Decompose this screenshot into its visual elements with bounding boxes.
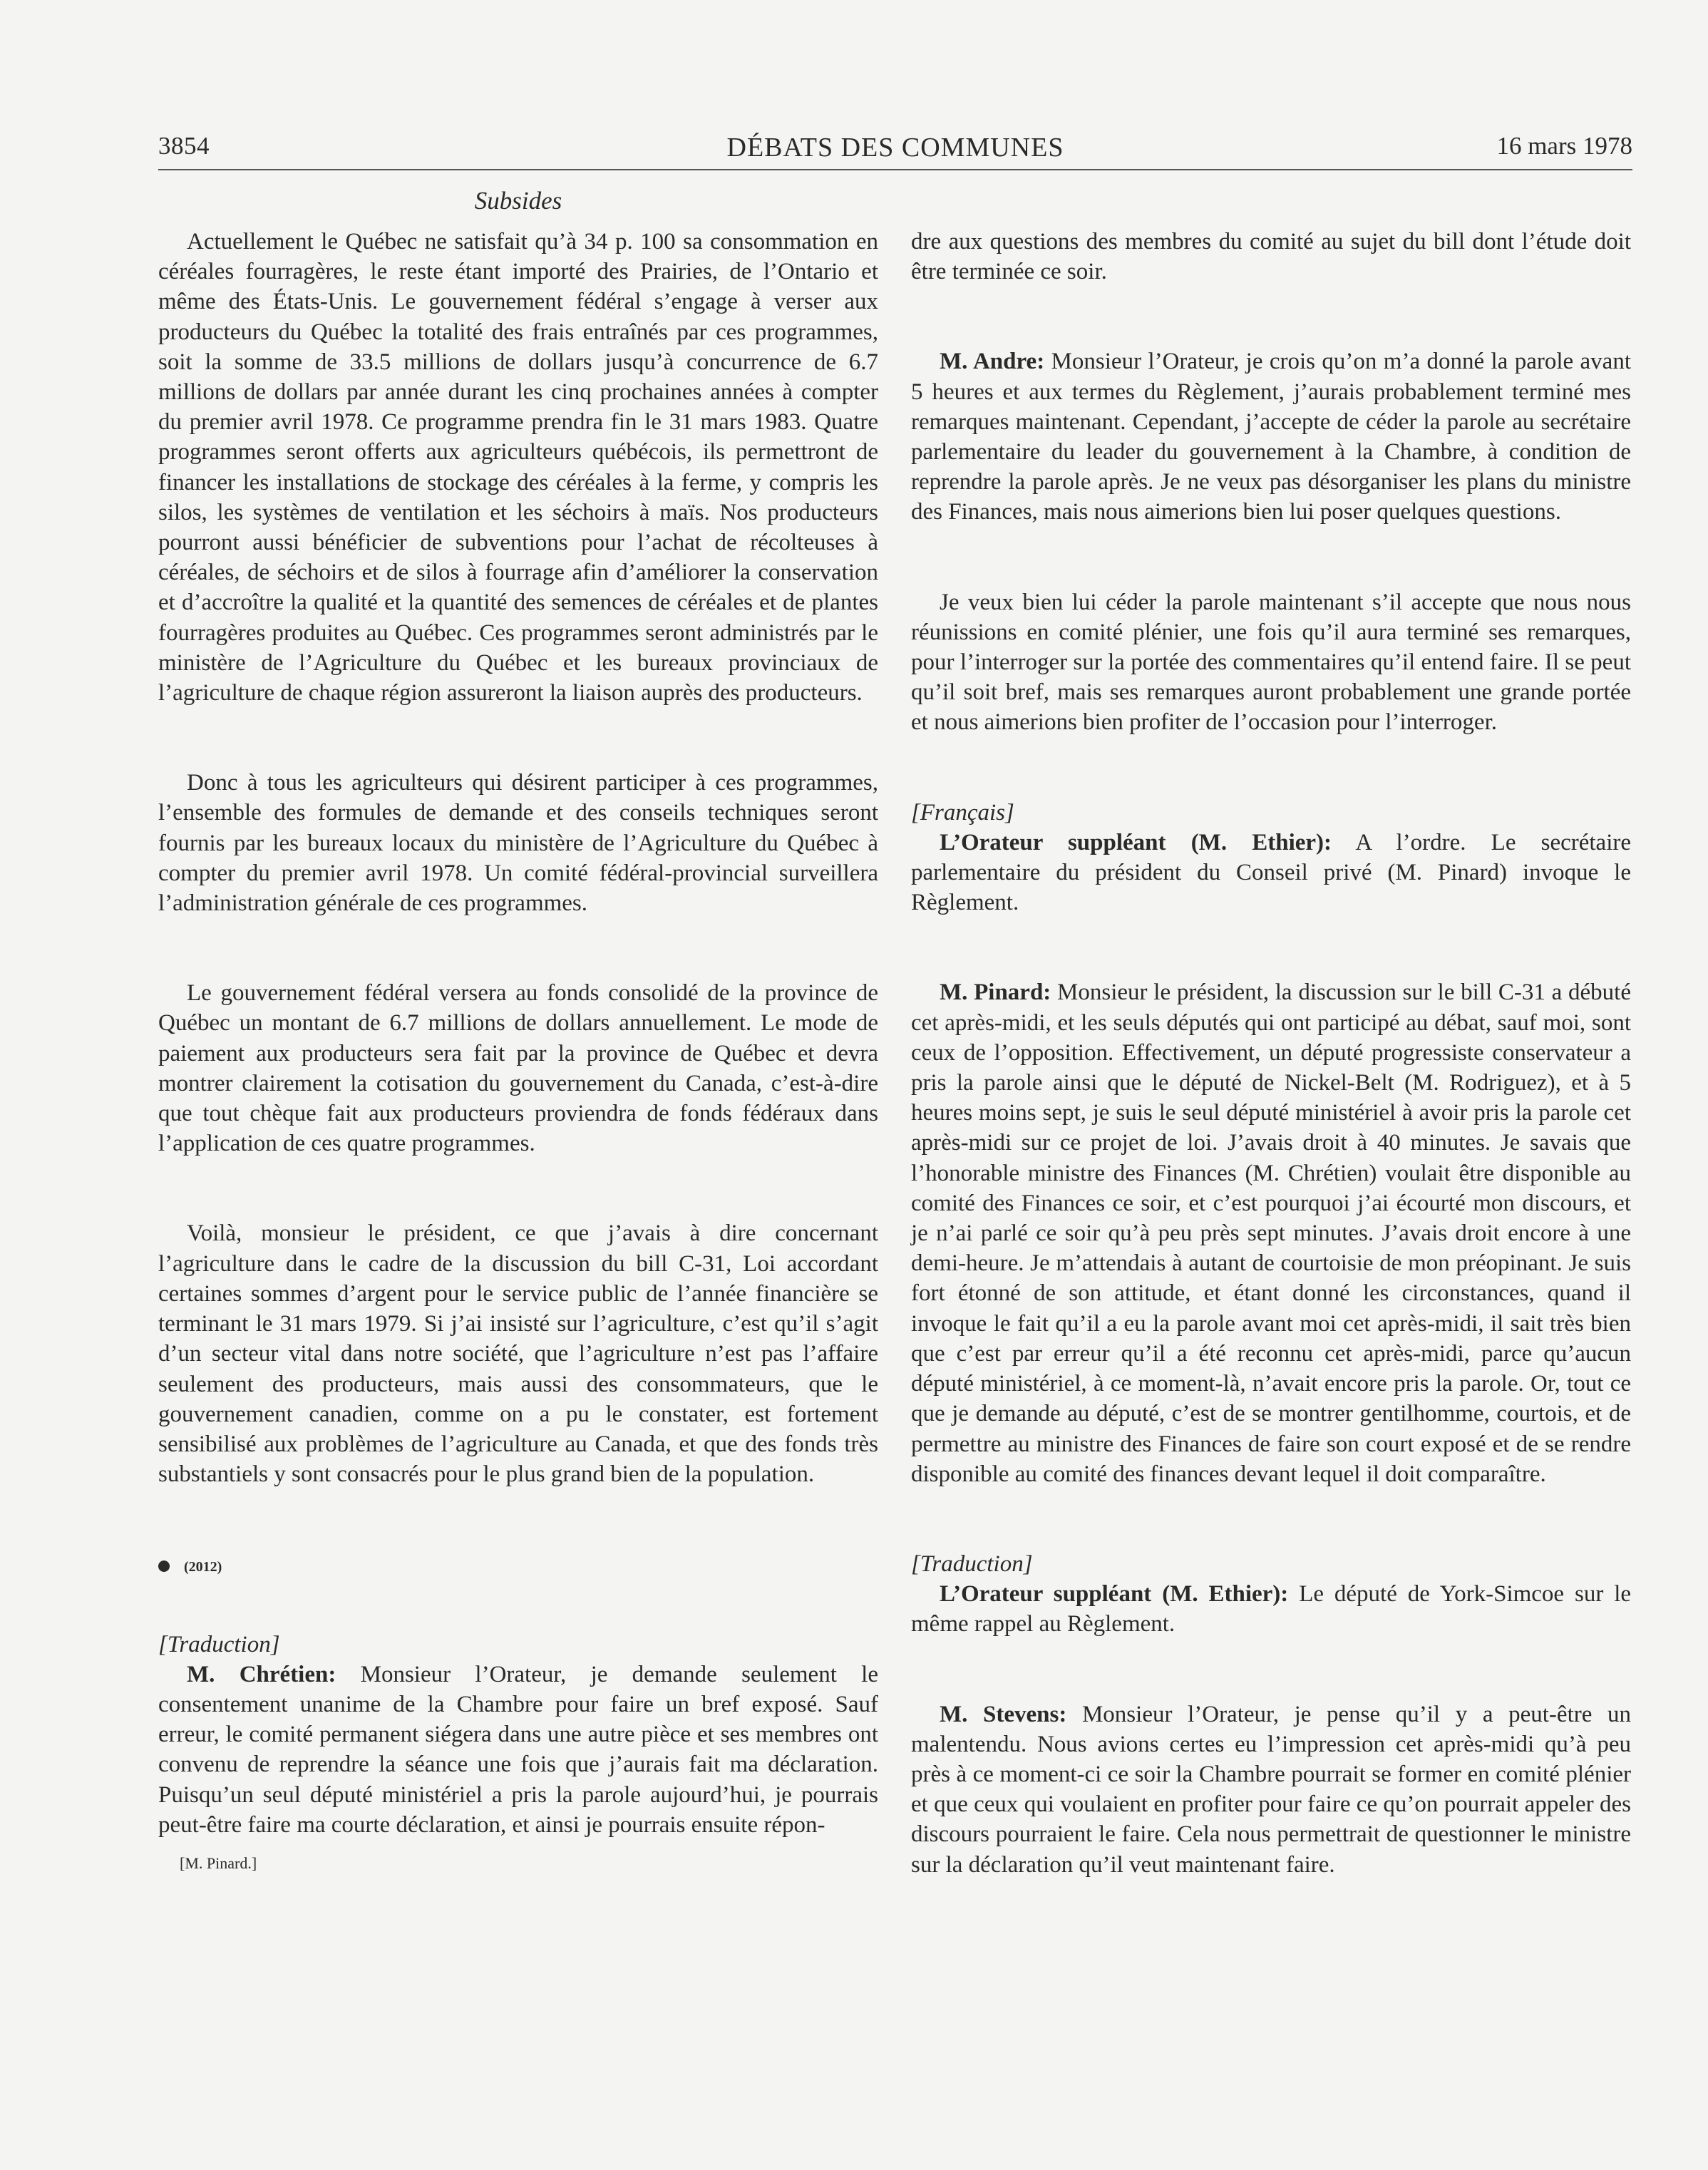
speech-orateur-2 [911,1579,1631,1639]
paragraph: Actuellement le Québec ne satisfait qu’à 34 p. 100 sa consommation en céréales fourragères, le reste étant importé des Prairies, de l’Ontario et même des États-Unis. Le gouvernement fédéral s’engage à verser aux producteurs du Québec la totalité des frais entraînés par ces programmes, soit la somme de 33.5 millions de dollars jusqu’à concurrence de 6.7 millions de dollars par année durant les cinq prochaines années à compter du premier avril 1978. Ce programme prendra fin le 31 mars 1983. Quatre programmes seront offerts aux agriculteurs québécois, ils permettront de financer les installations de stockage des céréales à la ferme, y compris les silos, les systèmes de ventilation et les séchoirs à maïs. Nos producteurs pourront aussi bénéficier de subventions pour l’achat de récolteuses à céréales, de séchoirs et de silos à fourrage afin d’améliorer la conservation et d’accroître la qualité et la quantité des semences de céréales et de plantes fourragères produites au Québec. Ces programmes seront administrés par le ministère de l’Agriculture du Québec et les bureaux provinciaux de l’agriculture de chaque région assureront la liaison auprès des producteurs. [158,229,878,706]
language-note: [Traduction] [158,1631,280,1657]
speaker-name: L’Orateur suppléant [940,1581,1152,1608]
journal-title: DÉBATS DES COMMUNES [726,133,1064,163]
speech-text: Monsieur le président, la discussion sur le bill C-31 a débuté cet après-midi, et les seuls députés qui ont participé au débat, sauf moi, sont ceux de l’opposition. Effectivement, un député progressiste conservateur a pris la parole ainsi que le député de Nickel-Belt (M. Rodriguez), et à 5 heures moins sept, je suis le seul député ministériel à avoir pris la parole cet après-midi sur ce projet de loi. J’avais droit à 40 minutes. Je savais que l’honorable ministre des Finances (M. Chrétien) voulait être disponible au comité des Finances ce soir, et c’est pourquoi j’ai écourté mon discours, et je n’ai parlé ce soir qu’à peu près sept minutes. J’avais droit encore à une demi-heure. Je m’attendais à autant de courtoisie de mon préopinant. Je suis fort étonné de son attitude, et étant donné les circonstances, quand il invoque le fait qu’il a eu la parole avant moi cet après-midi, il sait très bien que c’est par erreur qu’il a été reconnu cet après-midi, parce qu’aucun député ministériel, à ce moment-là, n’avait encore pris la parole. Or, tout ce que je demande au député, c’est de se montrer gentilhomme, courtois, et de permettre au ministre des Finances de faire son court exposé et de se rendre disponible au comité des finances devant lequel il doit comparaître. [911,979,1631,1487]
paragraph: Je veux bien lui céder la parole maintenant s’il accepte que nous nous réunissions en comité plénier, une fois qu’il aura terminé ses remarques, pour l’interroger sur la portée des commentaires qu’il entend faire. Il se peut qu’il soit bref, mais ses remarques auront probablement une grande portée et nous aimerions bien profiter de l’occasion pour l’interroger. [911,589,1631,736]
speaker-name: M. Pinard: [940,979,1051,1006]
speech-text: Le député de York-Simcoe sur le même rappel au Règlement. [911,1581,1632,1637]
speech-orateur-1 [911,828,1631,918]
speech-text: Monsieur l’Orateur, je demande seulement le consentement unanime de la Chambre pour faire un bref exposé. Sauf erreur, le comité permanent siégera dans une autre pièce et ses membres ont convenu de reprendre la séance une fois que j’aurais fait ma déclaration. Puisqu’un seul député ministériel a pris la parole aujourd’hui, je pourrais peut-être faire ma courte déclaration, et ainsi je pourrais ensuite répon- [158,1661,878,1838]
language-note: [Traduction] [911,1551,1033,1577]
right-column [911,227,1631,1880]
language-note: [Français] [911,799,1014,826]
section-title: Subsides [474,187,562,215]
speaker-name: M. Andre: [940,349,1045,375]
paragraph: dre aux questions des membres du comité au sujet du bill dont l’étude doit être terminée ce soir. [911,229,1631,285]
paragraph: Donc à tous les agriculteurs qui désirent participer à ces programmes, l’ensemble des formules de demande et des conseils techniques seront fournis par les bureaux locaux du ministère de l’Agriculture du Québec à compter du premier avril 1978. Un comité fédéral-provincial surveillera l’administration générale de ces programmes. [158,770,878,917]
page-date: 16 mars 1978 [1496,132,1632,160]
speaker-parenthetical: (M. Ethier): [1162,1581,1289,1608]
footnote: [M. Pinard.] [180,1853,257,1872]
speech-stevens [911,1700,1631,1880]
paragraph: Le gouvernement fédéral versera au fonds consolidé de la province de Québec un montant de 6.7 millions de dollars annuellement. Le mode de paiement aux producteurs sera fait par la province de Québec et devra montrer clairement la cotisation du gouvernement du Canada, c’est-à-dire que tout chèque fait aux producteurs proviendra de fonds fédéraux dans l’application de ces quatre programmes. [158,980,878,1157]
timestamp-marker [158,1549,878,1579]
speech-chretien [158,1660,878,1840]
speech-text: Monsieur l’Orateur, je crois qu’on m’a donné la parole avant 5 heures et aux termes du Règlement, j’aurais probablement terminé mes remarques maintenant. Cependant, j’accepte de céder la parole au secrétaire parlementaire du leader du gouvernement à la Chambre, à condition de reprendre la parole après. Je ne veux pas désorganiser les plans du ministre des Finances, mais nous aimerions bien lui poser quelques questions. [911,349,1631,525]
timestamp: (2012) [184,1559,222,1575]
paragraph: Voilà, monsieur le président, ce que j’avais à dire concernant l’agriculture dans le cadre de la discussion du bill C-31, Loi accordant certaines sommes d’argent pour le service public de l’année financière se terminant le 31 mars 1979. Si j’ai insisté sur l’agriculture, c’est qu’il s’agit d’un secteur vital dans notre société, que l’agriculture n’est pas l’affaire seulement des producteurs, mais aussi des consommateurs, que le gouvernement canadien, comme on a pu le constater, est fortement sensibilisé aux problèmes de l’agriculture au Canada, et que des fonds très substantiels y sont consacrés pour le plus grand bien de la population. [158,1220,878,1488]
page-header [158,132,1632,170]
speaker-parenthetical: (M. Ethier): [1190,829,1332,855]
page-number: 3854 [158,132,210,160]
left-column [158,227,878,1874]
speech-text: Monsieur l’Orateur, je pense qu’il y a peut-être un malentendu. Nous avions certes eu l’impression cet après-midi qu’à peu près à ce moment-ci ce soir la Chambre pourrait se former en comité plénier et que ceux qui voulaient en profiter pour faire ce qu’on pourrait appeler des discours pourraient le faire. Cela nous permettrait de questionner le ministre sur la déclaration qu’il veut maintenant faire. [911,1701,1631,1878]
bullet-icon [158,1560,170,1572]
speech-andre [911,346,1631,527]
speech-text: A l’ordre. Le secrétaire parlementaire du président du Conseil privé (M. Pinard) invoque le Règlement. [911,829,1632,916]
speaker-name: M. Chrétien: [187,1661,336,1687]
speaker-name: L’Orateur suppléant [940,829,1166,855]
speaker-name: M. Stevens: [940,1701,1067,1727]
speech-pinard [911,977,1631,1488]
